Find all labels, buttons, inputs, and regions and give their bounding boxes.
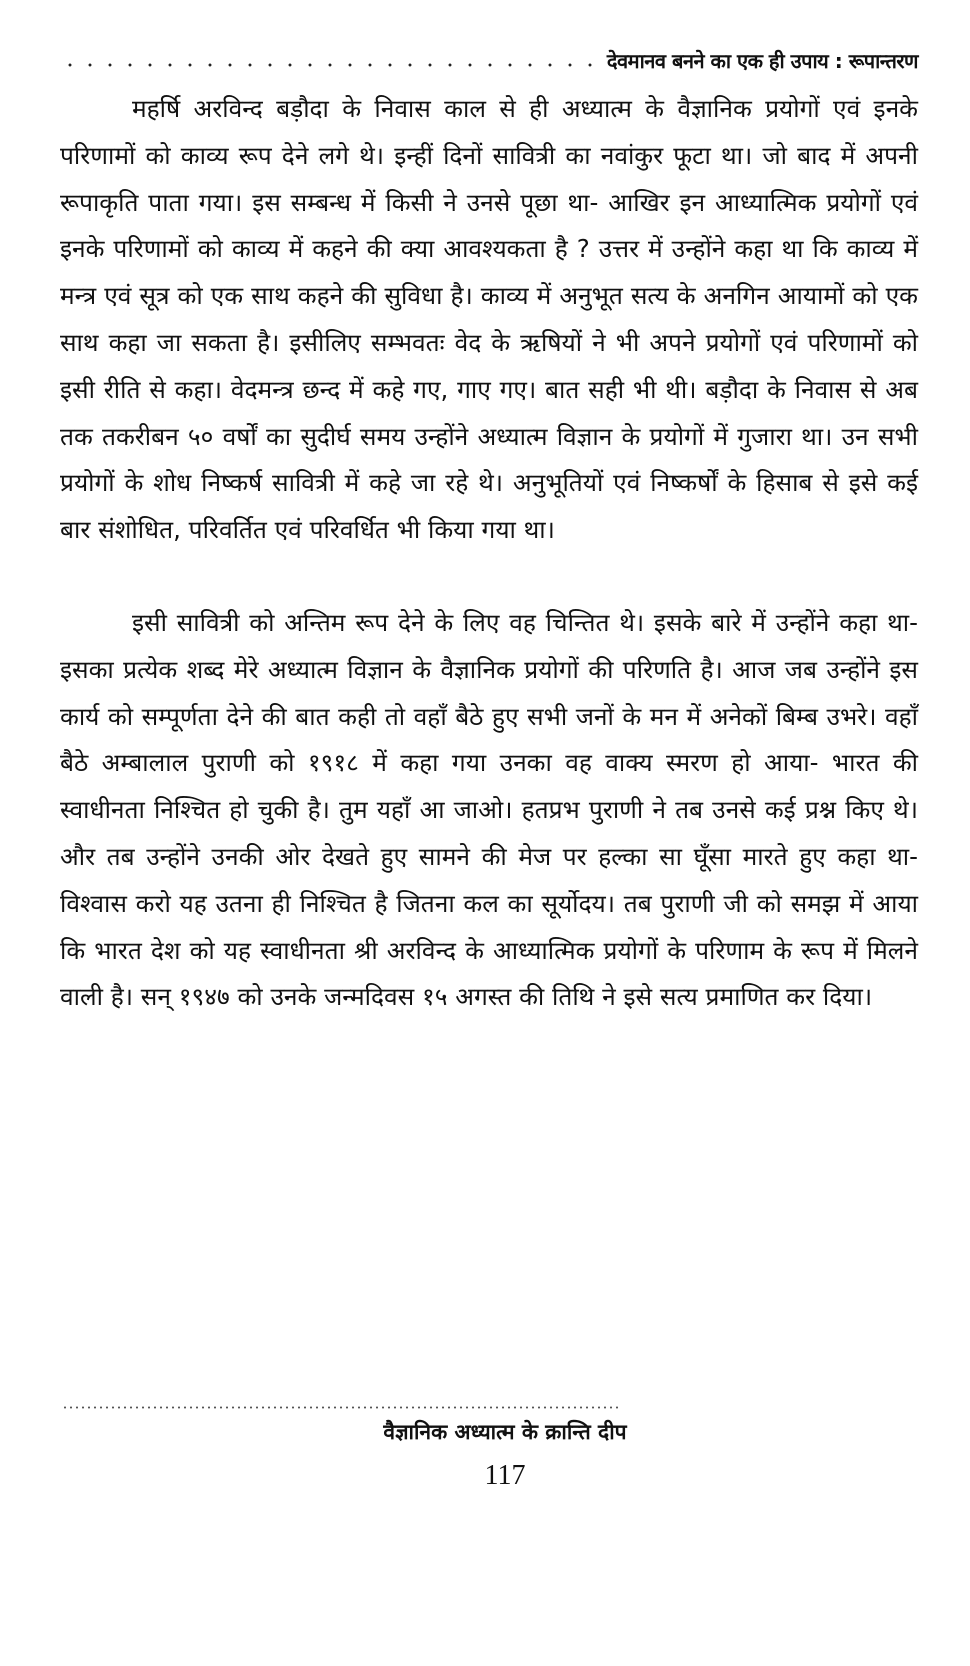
body-text [60,86,918,1021]
page-number: 117 [484,1460,526,1491]
running-header [60,38,918,74]
paragraph: इसी सावित्री को अन्तिम रूप देने के लिए वह चिन्तित थे। इसके बारे में उन्होंने कहा था- इसका प्रत्येक शब्द मेरे अध्यात्म विज्ञान के वैज्ञानिक प्रयोगों की परिणति है। आज जब उन्होंने इस कार्य को सम्पूर्णता देने की बात कही तो वहाँ बैठे हुए सभी जनों के मन में अनेकों बिम्ब उभरे। वहाँ बैठे अम्बालाल पुराणी को १९१८ में कहा गया उनका वह वाक्य स्मरण हो आया- भारत की स्वाधीनता निश्चित हो चुकी है। तुम यहाँ आ जाओ। हतप्रभ पुराणी ने तब उनसे कई प्रश्न किए थे। और तब उन्होंने उनकी ओर देखते हुए सामने की मेज पर हल्का सा घूँसा मारते हुए कहा था- विश्वास करो यह उतना ही निश्चित है जितना कल का सूर्योदय। तब पुराणी जी को समझ में आया कि भारत देश को यह स्वाधीनता श्री अरविन्द के आध्यात्मिक प्रयोगों के परिणाम के रूप में मिलने वाली है। सन् १९४७ को उनके जन्मदिवस १५ अगस्त की तिथि ने इसे सत्य प्रमाणित कर दिया। [60,607,918,1012]
header-dot-leader [60,63,599,67]
footer-book-title: वैज्ञानिक अध्यात्म के क्रान्ति दीप [383,1420,627,1444]
running-header-title: देवमानव बनने का एक ही उपाय : रूपान्तरण [606,49,918,73]
paragraph: महर्षि अरविन्द बड़ौदा के निवास काल से ही अध्यात्म के वैज्ञानिक प्रयोगों एवं इनके परिणामों को काव्य रूप देने लगे थे। इन्हीं दिनों सावित्री का नवांकुर फूटा था। जो बाद में अपनी रूपाकृति पाता गया। इस सम्बन्ध में किसी ने उनसे पूछा था- आखिर इन आध्यात्मिक प्रयोगों एवं इनके परिणामों को काव्य में कहने की क्या आवश्यकता है ? उत्तर में उन्होंने कहा था कि काव्य में मन्त्र एवं सूत्र को एक साथ कहने की सुविधा है। काव्य में अनुभूत सत्य के अनगिन आयामों को एक साथ कहा जा सकता है। इसीलिए सम्भवतः वेद के ऋषियों ने भी अपने प्रयोगों एवं परिणामों को इसी रीति से कहा। वेदमन्त्र छन्द में कहे गए, गाए गए। बात सही भी थी। बड़ौदा के निवास से अब तक तकरीबन ५० वर्षों का सुदीर्घ समय उन्होंने अध्यात्म विज्ञान के प्रयोगों में गुजारा था। उन सभी प्रयोगों के शोध निष्कर्ष सावित्री में कहे जा रहे थे। अनुभूतियों एवं निष्कर्षों के हिसाब से इसे कई बार संशोधित, परिवर्तित एवं परिवर्धित भी किया गया था। [60,94,918,545]
footer-dotted-rule [62,1406,618,1409]
